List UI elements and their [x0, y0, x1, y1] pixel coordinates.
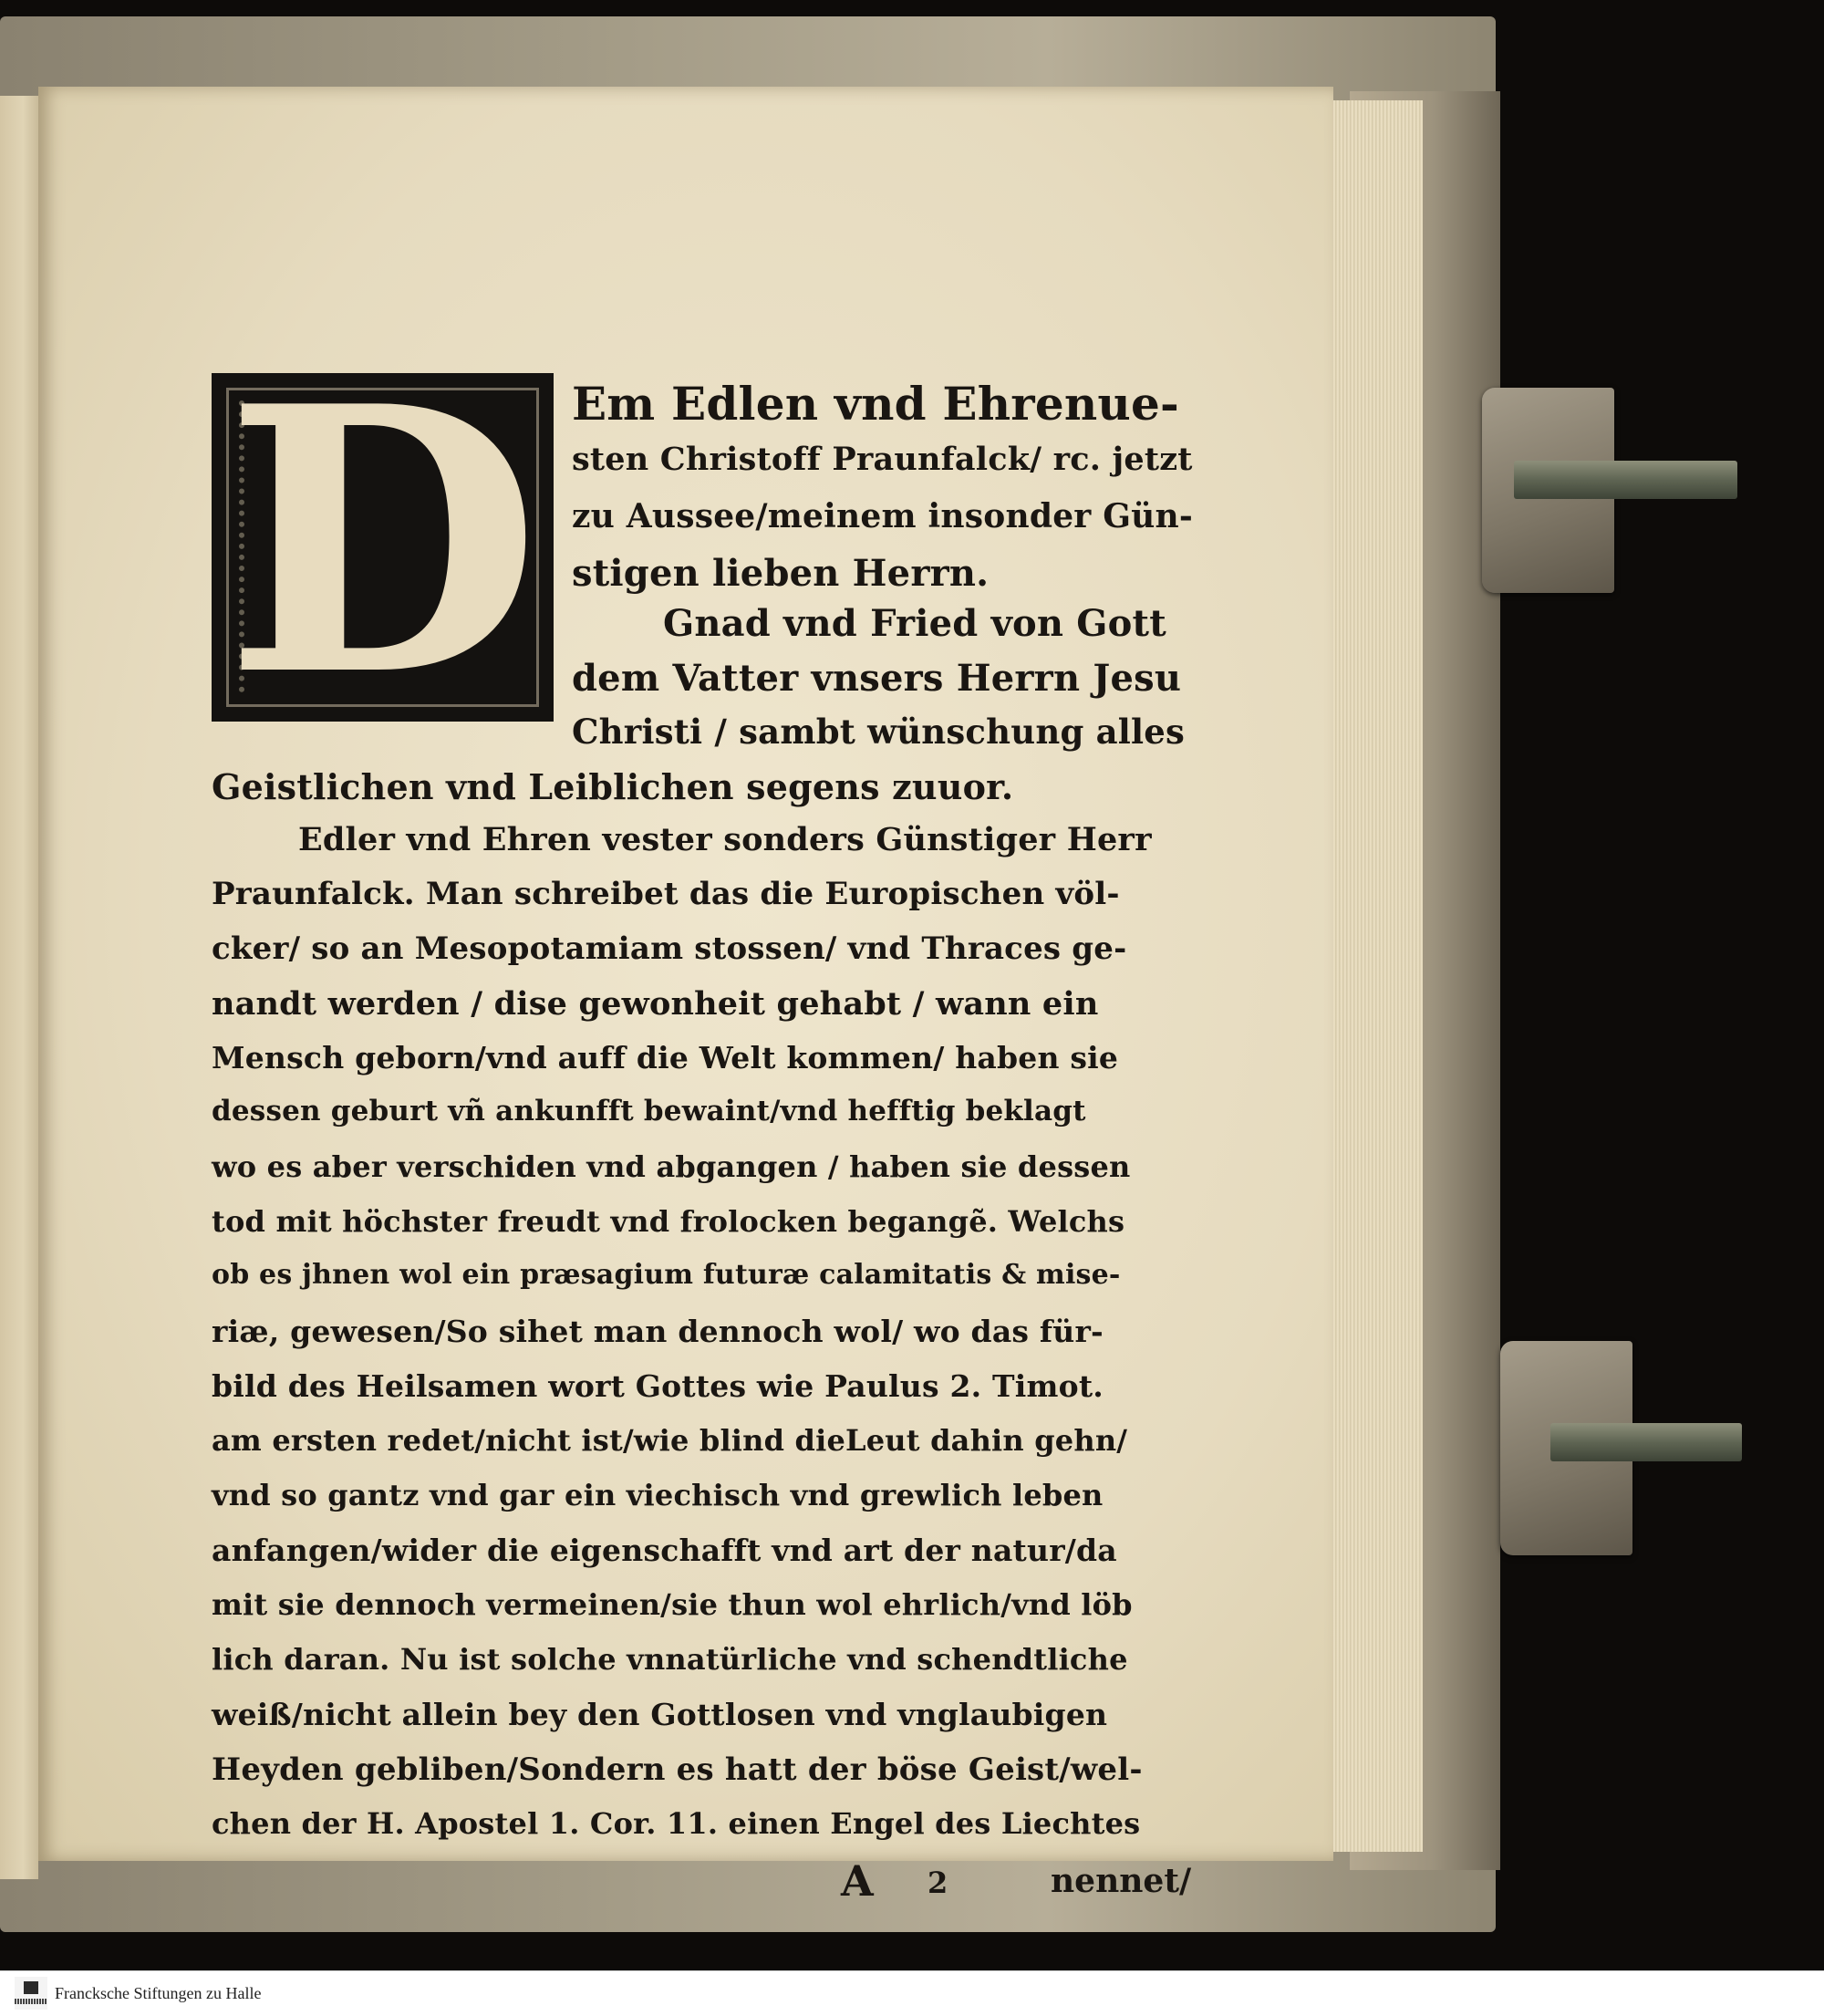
text-line: vnd so gantz vnd gar ein viechisch vnd grewlich leben: [212, 1478, 1104, 1512]
logo-mark: [24, 1981, 38, 1994]
left-page-edge: [0, 96, 38, 1879]
footer-bar: [0, 1970, 1824, 2016]
text-line: ob es jhnen wol ein præsagium futuræ calamitatis & mise-: [212, 1259, 1121, 1291]
logo-lettering: [15, 1999, 47, 2004]
text-line: dessen geburt vñ ankunfft bewaint/vnd hefftig beklagt: [212, 1095, 1086, 1128]
text-line: Gnad vnd Fried von Gott: [663, 602, 1166, 645]
text-line: wo es aber verschiden vnd abgangen / haben sie dessen: [212, 1149, 1131, 1184]
page-edges: [1318, 100, 1423, 1852]
text-line: Em Edlen vnd Ehrenue-: [572, 377, 1179, 431]
institution-logo-icon: [15, 1977, 47, 2010]
text-line: zu Aussee/meinem insonder Gün-: [572, 497, 1194, 535]
lower-clasp-strap: [1550, 1423, 1742, 1461]
text-line: dem Vatter vnsers Herrn Jesu: [572, 657, 1182, 700]
initial-letter: D: [224, 373, 541, 722]
text-line: anfangen/wider die eigenschafft vnd art der natur/da: [212, 1533, 1117, 1568]
right-page: [38, 87, 1333, 1906]
text-line: weiß/nicht allein bey den Gottlosen vnd vnglaubigen: [212, 1697, 1108, 1732]
text-line: Praunfalck. Man schreibet das die Europischen völ-: [212, 876, 1120, 912]
text-line: mit sie dennoch vermeinen/sie thun wol ehrlich/vnd löb: [212, 1587, 1133, 1622]
signature-mark: A: [841, 1856, 874, 1906]
text-line: riæ, gewesen/So sihet man dennoch wol/ wo das für-: [212, 1314, 1104, 1349]
text-line: Geistlichen vnd Leiblichen segens zuuor.: [212, 766, 1014, 807]
text-line: Christi / sambt wünschung alles: [572, 712, 1186, 752]
text-line: sten Christoff Praunfalck/ rc. jetzt: [572, 441, 1193, 478]
text-line: Mensch geborn/vnd auff die Welt kommen/ haben sie: [212, 1040, 1119, 1076]
text-line: am ersten redet/nicht ist/wie blind dieLeut dahin gehn/: [212, 1423, 1128, 1458]
text-block: [212, 360, 1197, 1906]
text-line: Heyden gebliben/Sondern es hatt der böse Geist/wel-: [212, 1751, 1143, 1788]
catchword: nennet/: [1051, 1862, 1192, 1900]
text-line: chen der H. Apostel 1. Cor. 11. einen Engel des Liechtes: [212, 1806, 1141, 1841]
text-line: lich daran. Nu ist solche vnnatürliche vnd schendtliche: [212, 1642, 1128, 1677]
text-line: stigen lieben Herrn.: [572, 552, 990, 595]
text-line: nandt werden / dise gewonheit gehabt / wann ein: [212, 985, 1099, 1023]
decorated-initial: [212, 373, 554, 722]
text-line: cker/ so an Mesopotamiam stossen/ vnd Thraces ge-: [212, 930, 1127, 967]
text-line: Edler vnd Ehren vester sonders Günstiger Herr: [298, 821, 1152, 858]
upper-clasp-strap: [1514, 461, 1737, 499]
text-line: tod mit höchster freudt vnd frolocken begangẽ. Welchs: [212, 1204, 1125, 1239]
signature-number: 2: [928, 1865, 948, 1900]
institution-name: Francksche Stiftungen zu Halle: [55, 1984, 262, 2002]
text-line: bild des Heilsamen wort Gottes wie Paulus 2. Timot.: [212, 1368, 1104, 1404]
